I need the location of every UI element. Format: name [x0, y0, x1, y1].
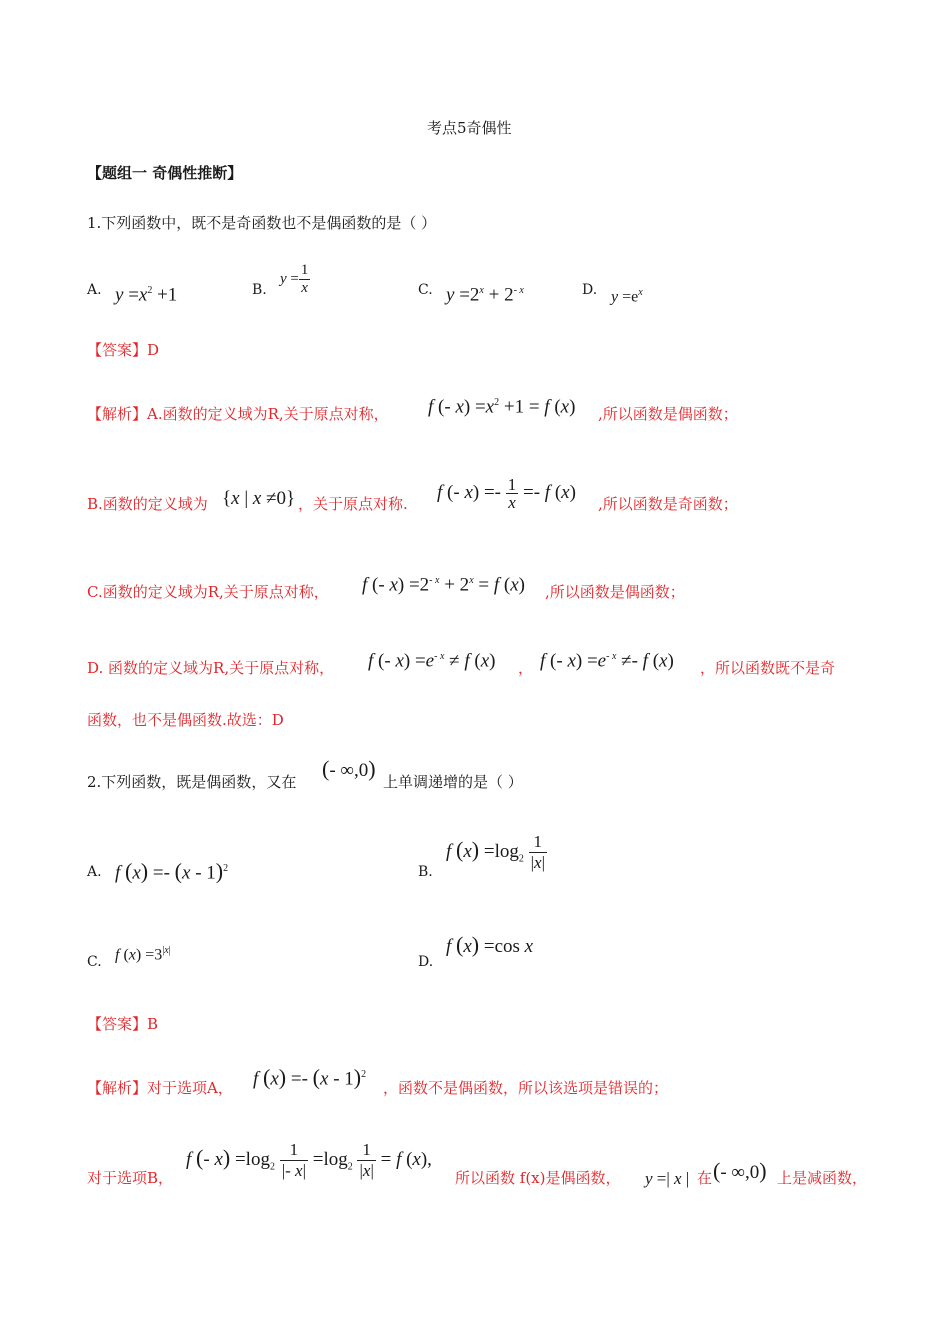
q2-expl-a-end: ，函数不是偶函数，所以该选项是错误的；: [383, 1079, 669, 1097]
q1-expl-c-formula: f (- $x) =2^{- x} + 2^x = f$ (x): [362, 574, 525, 596]
q1-option-a-formula: $y =x^2 +1$: [115, 284, 178, 306]
q1-expl-b-domain: {x | x ≠0}: [222, 488, 296, 509]
q1-expl-b-mid: ，关于原点对称.: [298, 495, 408, 513]
q2-option-d-formula: f (x) =cos x: [446, 932, 534, 957]
q2-expl-b-mid2: 在: [697, 1169, 713, 1187]
q1-expl-a-text: 【解析】A.函数的定义域为R,关于原点对称，: [87, 405, 389, 423]
q2-option-c-formula: f $(x) =3^{|x|}$: [115, 945, 171, 964]
q1-option-d-formula: $y =e^x$: [611, 287, 643, 306]
q1-option-d-label: D.: [582, 282, 598, 298]
q1-option-b-formula: y = $\frac{1}{x}$: [280, 262, 309, 296]
q1-expl-d-formula-2: f (- $x) =e^{- x} \ne- f$ (x): [540, 650, 674, 672]
q2-stem-interval: (- ∞,0): [322, 756, 376, 781]
q1-option-c-label: C.: [418, 282, 433, 298]
q2-option-d-label: D.: [418, 954, 434, 970]
q1-expl-b-end: ,所以函数是奇函数；: [598, 495, 738, 513]
q2-expl-b-interval: (- ∞,0): [713, 1158, 767, 1183]
q1-expl-d-text: D. 函数的定义域为R,关于原点对称，: [87, 659, 335, 677]
q1-expl-c-end: ,所以函数是偶函数；: [545, 583, 685, 601]
q1-option-a-label: A.: [87, 282, 102, 298]
q1-expl-c-text: C.函数的定义域为R,关于原点对称，: [87, 583, 329, 601]
q2-expl-a-text: 【解析】对于选项A，: [87, 1079, 233, 1097]
q1-expl-b-text: B.函数的定义域为: [87, 495, 208, 513]
q1-expl-d-line2: 函数，也不是偶函数.故选：D: [87, 711, 284, 729]
q1-expl-b-formula: f (- x) =- $\frac{1}{x}$ =- f (x): [437, 475, 576, 512]
q2-option-b-label: B.: [418, 864, 433, 880]
q2-stem-a: 2.下列函数，既是偶函数，又在: [87, 773, 297, 791]
q1-answer: 【答案】D: [87, 341, 160, 359]
q2-expl-b-formula: f (- $x) =\log_2$ $\frac{1}{|- x|}$ $=\log_2$ $\frac{1}{|x|}$ = f (x),: [186, 1140, 432, 1180]
q2-option-b-formula: f $(x) =\log_2$ $\frac{1}{|x|}$: [446, 832, 545, 872]
q1-expl-d-formula-1: f (- $x) =e^{- x} \ne f$ (x): [368, 650, 496, 672]
q1-expl-d-comma: ，: [518, 659, 534, 677]
q1-expl-a-formula: f (- $x) =x^2 +1 = f$ (x): [428, 396, 576, 418]
q2-option-a-formula: f (x) =- (x - 1)$^2$: [115, 858, 229, 884]
q1-expl-d-end: ，所以函数既不是奇: [700, 659, 836, 677]
q1-stem: 1.下列函数中，既不是奇函数也不是偶函数的是（ ）: [87, 214, 437, 232]
page-title: 考点5奇偶性: [427, 119, 512, 137]
group-heading: 【题组一 奇偶性推断】: [87, 164, 243, 182]
q1-expl-a-end: ,所以函数是偶函数；: [598, 405, 738, 423]
q2-expl-b-text: 对于选项B，: [87, 1169, 174, 1187]
q2-expl-b-mid: 所以函数 f(x)是偶函数，: [455, 1169, 621, 1187]
q2-option-a-label: A.: [87, 864, 102, 880]
q1-option-b-label: B.: [252, 282, 267, 298]
q2-expl-a-formula: f (x) =- (x - 1)$^2$: [253, 1064, 367, 1090]
q2-expl-b-end: 上是减函数，: [777, 1169, 868, 1187]
q1-option-c-formula: $y =2^x + 2^{- x}$: [446, 284, 524, 306]
q2-stem-b: 上单调递增的是（ ）: [383, 773, 523, 791]
q2-option-c-label: C.: [87, 954, 102, 970]
q2-answer: 【答案】B: [87, 1015, 159, 1033]
q2-expl-b-abs-formula: y =| x |: [645, 1169, 690, 1188]
